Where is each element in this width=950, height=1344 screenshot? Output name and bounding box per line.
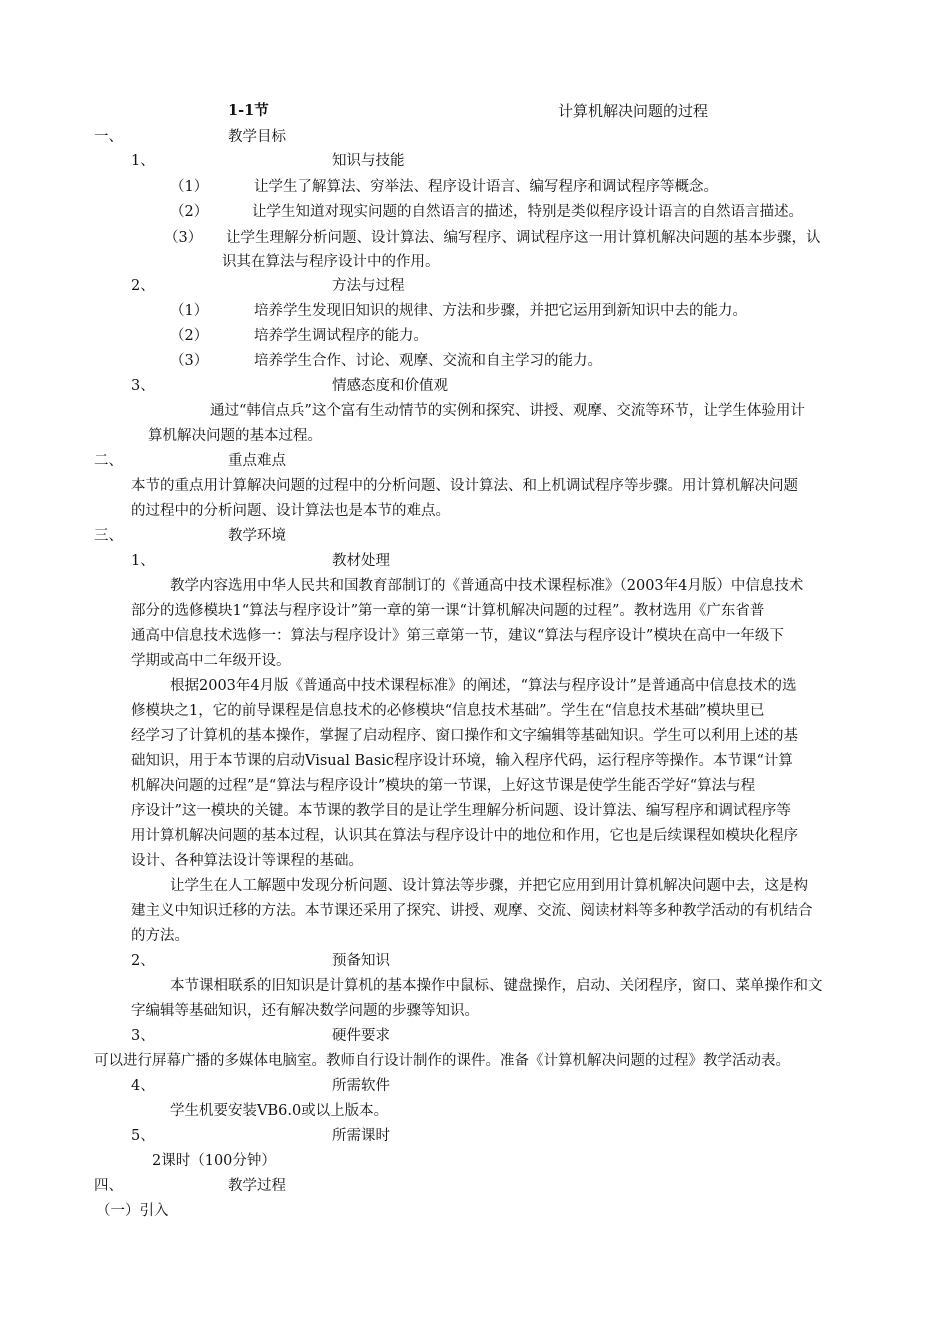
item-num: （2） bbox=[170, 204, 209, 220]
item-text: 让学生知道对现实问题的自然语言的描述，特别是类似程序设计语言的自然语言描述。 bbox=[252, 204, 803, 220]
paragraph-line: 通高中信息技术选修一：算法与程序设计》第三章第一节，建议“算法与程序设计”模块在高中一年级下 bbox=[131, 628, 784, 644]
item-num: （3） bbox=[170, 353, 209, 369]
paragraph-line: 修模块之1，它的前导课程是信息技术的必修模块“信息技术基础”。学生在“信息技术基础”模块里已 bbox=[131, 703, 765, 719]
paragraph-line: 序设计”这一模块的关键。本节课的教学目的是让学生理解分析问题、设计算法、编写程序和调试程序等 bbox=[131, 803, 791, 819]
item-num: （3） bbox=[164, 230, 203, 246]
item-text: 让学生了解算法、穷举法、程序设计语言、编写程序和调试程序等概念。 bbox=[254, 179, 718, 195]
paragraph-line: 学生机要安装VB6.0或以上版本。 bbox=[170, 1103, 389, 1119]
paragraph-line: 字编辑等基础知识，还有解决数学问题的步骤等知识。 bbox=[131, 1003, 479, 1019]
heading-3-num: 三、 bbox=[94, 528, 123, 544]
paragraph-line: 2课时（100分钟） bbox=[152, 1153, 276, 1169]
paragraph-line: 用计算机解决问题的基本过程，认识其在算法与程序设计中的地位和作用，它也是后续课程如模块化程序 bbox=[131, 828, 798, 844]
sub-title: 教材处理 bbox=[332, 553, 390, 569]
item-text: 培养学生调试程序的能力。 bbox=[254, 328, 428, 344]
sub-num: 1、 bbox=[131, 553, 155, 569]
paragraph-line: 设计、各种算法设计等课程的基础。 bbox=[131, 853, 363, 869]
item-text: 培养学生发现旧知识的规律、方法和步骤，并把它运用到新知识中去的能力。 bbox=[254, 303, 747, 319]
item-num: （1） bbox=[170, 303, 209, 319]
heading-3-title: 教学环境 bbox=[228, 528, 286, 544]
item-text: 培养学生合作、讨论、观摩、交流和自主学习的能力。 bbox=[254, 353, 602, 369]
paragraph-line: 本节课相联系的旧知识是计算机的基本操作中鼠标、键盘操作，启动、关闭程序，窗口、菜单操作和文 bbox=[170, 978, 823, 994]
heading-2-title: 重点难点 bbox=[228, 453, 286, 469]
sub-title: 预备知识 bbox=[332, 953, 390, 969]
sub-num: 5、 bbox=[131, 1128, 155, 1144]
paragraph-line: 学期或高中二年级开设。 bbox=[131, 653, 291, 669]
paragraph-line: 机解决问题的过程”是“算法与程序设计”模块的第一节课，上好这节课是使学生能否学好“算法与程 bbox=[131, 778, 756, 794]
sub-1-title: 知识与技能 bbox=[332, 153, 405, 169]
sub-title: 硬件要求 bbox=[332, 1028, 390, 1044]
heading-4-num: 四、 bbox=[94, 1178, 123, 1194]
item-text: 让学生理解分析问题、设计算法、编写程序、调试程序这一用计算机解决问题的基本步骤，认 bbox=[226, 230, 821, 246]
paragraph-line: 的方法。 bbox=[131, 928, 189, 944]
sub-num: 2、 bbox=[131, 953, 155, 969]
section-title: 计算机解决问题的过程 bbox=[558, 102, 709, 120]
paragraph-line: 建主义中知识迁移的方法。本节课还采用了探究、讲授、观摩、交流、阅读材料等多种教学活动的有机结合 bbox=[131, 903, 813, 919]
heading-4-title: 教学过程 bbox=[228, 1178, 286, 1194]
sub-title: 所需课时 bbox=[332, 1128, 390, 1144]
heading-2-num: 二、 bbox=[94, 453, 123, 469]
heading-1-title: 教学目标 bbox=[228, 129, 286, 145]
paragraph-line: 可以进行屏幕广播的多媒体电脑室。教师自行设计制作的课件。准备《计算机解决问题的过程》教学活动表。 bbox=[94, 1053, 790, 1069]
sub-3-title: 情感态度和价值观 bbox=[332, 378, 448, 394]
paragraph-line: 部分的选修模块1“算法与程序设计”第一章的第一课“计算机解决问题的过程”。教材选用《广东省普 bbox=[131, 603, 765, 619]
item-num: （1） bbox=[170, 179, 209, 195]
subheading-intro: （一）引入 bbox=[96, 1203, 169, 1219]
paragraph-line: 经学习了计算机的基本操作，掌握了启动程序、窗口操作和文字编辑等基础知识。学生可以利用上述的基 bbox=[131, 728, 798, 744]
sub-2-title: 方法与过程 bbox=[332, 278, 405, 294]
paragraph-line: 算机解决问题的基本过程。 bbox=[148, 428, 322, 444]
sub-2-num: 2、 bbox=[131, 278, 155, 294]
sub-num: 3、 bbox=[131, 1028, 155, 1044]
item-text-cont: 识其在算法与程序设计中的作用。 bbox=[222, 254, 440, 270]
paragraph-line: 通过“韩信点兵”这个富有生动情节的实例和探究、讲授、观摩、交流等环节，让学生体验用计 bbox=[210, 403, 805, 419]
sub-3-num: 3、 bbox=[131, 378, 155, 394]
paragraph-line: 教学内容选用中华人民共和国教育部制订的《普通高中技术课程标准》（2003年4月版）中信息技术 bbox=[170, 578, 804, 594]
section-number: 1-1节 bbox=[228, 102, 269, 119]
sub-title: 所需软件 bbox=[332, 1078, 390, 1094]
item-num: （2） bbox=[170, 328, 209, 344]
heading-1-num: 一、 bbox=[94, 129, 123, 145]
paragraph-line: 根据2003年4月版《普通高中技术课程标准》的阐述，“算法与程序设计”是普通高中信息技术的选 bbox=[170, 678, 797, 694]
paragraph-line: 让学生在人工解题中发现分析问题、设计算法等步骤，并把它应用到用计算机解决问题中去，这是构 bbox=[170, 878, 808, 894]
paragraph-line: 的过程中的分析问题、设计算法也是本节的难点。 bbox=[131, 503, 450, 519]
paragraph-line: 础知识，用于本节课的启动Visual Basic程序设计环境，输入程序代码，运行程序等操作。本节课“计算 bbox=[131, 753, 793, 769]
sub-1-num: 1、 bbox=[131, 153, 155, 169]
paragraph-line: 本节的重点用计算解决问题的过程中的分析问题、设计算法、和上机调试程序等步骤。用计算机解决问题 bbox=[131, 478, 798, 494]
sub-num: 4、 bbox=[131, 1078, 155, 1094]
